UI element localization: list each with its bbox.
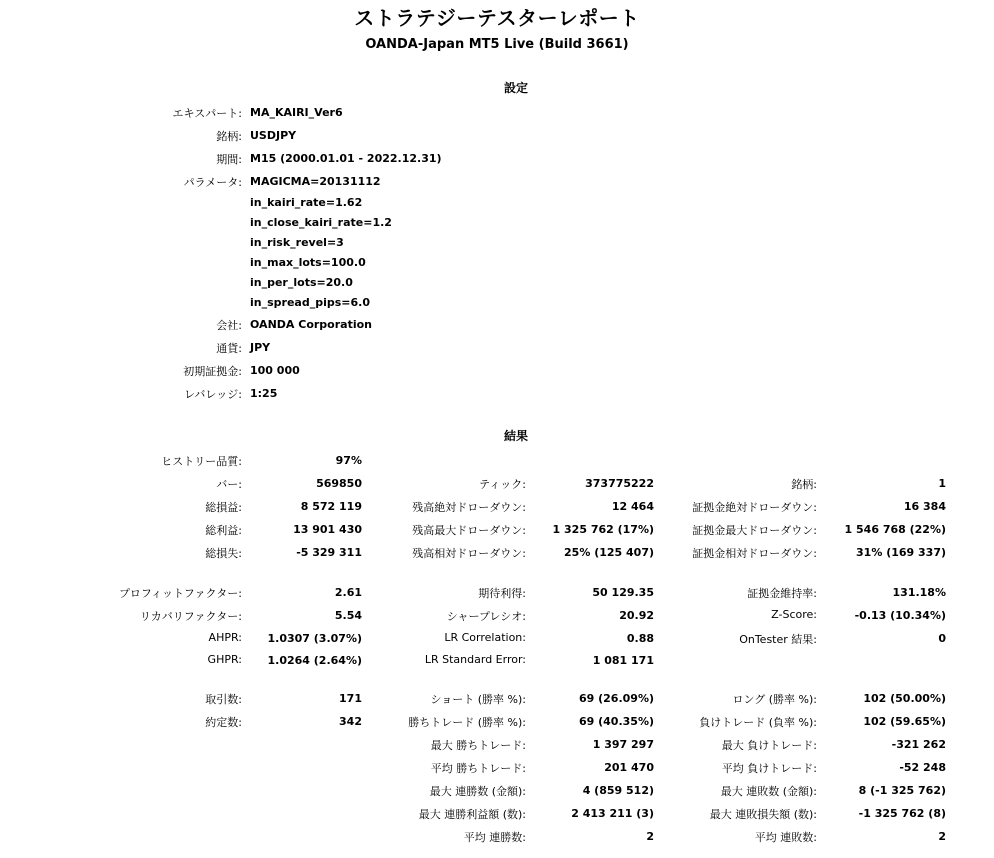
total-deals-value: 342 xyxy=(339,715,362,728)
short-trades-value: 69 (26.09%) xyxy=(578,692,654,705)
balance-max-dd-label: 残高最大ドローダウン: xyxy=(412,524,526,537)
currency-value: JPY xyxy=(250,341,271,354)
lr-correlation-value: 0.88 xyxy=(626,632,654,645)
server-name: OANDA-Japan MT5 Live (Build 3661) xyxy=(365,37,629,52)
lr-std-error-value: 1 081 171 xyxy=(592,654,654,667)
ticks-label: ティック: xyxy=(479,478,526,491)
largest-profit-value: 1 397 297 xyxy=(592,738,654,751)
zscore-value: -0.13 (10.34%) xyxy=(854,609,946,622)
recovery-factor-label: リカバリファクター: xyxy=(139,610,242,623)
company-label: 会社: xyxy=(216,319,242,332)
net-profit-value: 8 572 119 xyxy=(300,500,362,513)
ghpr-value: 1.0264 (2.64%) xyxy=(267,654,362,667)
max-cons-losses-label: 最大 連敗数 (金額): xyxy=(720,785,817,798)
equity-abs-dd-label: 証拠金絶対ドローダウン: xyxy=(692,501,817,514)
max-cons-profit-value: 2 413 211 (3) xyxy=(571,807,654,820)
balance-max-dd-value: 1 325 762 (17%) xyxy=(552,523,654,536)
max-cons-wins-label: 最大 連勝数 (金額): xyxy=(429,785,526,798)
avg-cons-losses-value: 2 xyxy=(938,830,946,843)
margin-level-label: 証拠金維持率: xyxy=(747,587,817,600)
param-item: MAGICMA=20131112 xyxy=(250,175,381,188)
leverage-label: レバレッジ: xyxy=(184,388,242,401)
ontester-label: OnTester 結果: xyxy=(739,633,817,646)
avg-cons-wins-value: 2 xyxy=(646,830,654,843)
max-cons-losses-value: 8 (-1 325 762) xyxy=(858,784,946,797)
profit-trades-value: 69 (40.35%) xyxy=(578,715,654,728)
largest-loss-value: -321 262 xyxy=(891,738,946,751)
avg-loss-value: -52 248 xyxy=(899,761,946,774)
gross-profit-label: 総利益: xyxy=(205,524,242,537)
expected-payoff-label: 期待利得: xyxy=(478,587,526,600)
loss-trades-label: 負けトレード (負率 %): xyxy=(699,716,817,729)
results-heading: 結果 xyxy=(503,429,528,443)
loss-trades-value: 102 (59.65%) xyxy=(863,715,946,728)
lr-std-error-label: LR Standard Error: xyxy=(424,653,526,666)
largest-loss-label: 最大 負けトレード: xyxy=(721,739,817,752)
profit-factor-value: 2.61 xyxy=(334,586,362,599)
profit-trades-label: 勝ちトレード (勝率 %): xyxy=(408,716,526,729)
company-value: OANDA Corporation xyxy=(250,318,372,331)
gross-profit-value: 13 901 430 xyxy=(293,523,362,536)
max-cons-wins-value: 4 (859 512) xyxy=(582,784,654,797)
expert-value: MA_KAIRI_Ver6 xyxy=(250,106,343,119)
ontester-value: 0 xyxy=(938,632,946,645)
gross-loss-label: 総損失: xyxy=(205,547,242,560)
params-label: パラメータ: xyxy=(183,176,242,189)
leverage-value: 1:25 xyxy=(250,387,278,400)
balance-abs-dd-value: 12 464 xyxy=(611,500,654,513)
sharpe-label: シャープレシオ: xyxy=(446,610,526,623)
param-item: in_close_kairi_rate=1.2 xyxy=(250,216,392,229)
equity-rel-dd-label: 証拠金相対ドローダウン: xyxy=(692,547,817,560)
equity-rel-dd-value: 31% (169 337) xyxy=(856,546,946,559)
margin-level-value: 131.18% xyxy=(892,586,946,599)
equity-abs-dd-value: 16 384 xyxy=(903,500,946,513)
report-title: ストラテジーテスターレポート xyxy=(354,6,640,30)
largest-profit-label: 最大 勝ちトレード: xyxy=(430,739,526,752)
net-profit-label: 総損益: xyxy=(205,501,242,514)
zscore-label: Z-Score: xyxy=(771,608,817,621)
symbol-label: 銘柄: xyxy=(216,130,242,143)
long-trades-label: ロング (勝率 %): xyxy=(732,693,817,706)
max-cons-profit-label: 最大 連勝利益額 (数): xyxy=(418,808,526,821)
long-trades-value: 102 (50.00%) xyxy=(863,692,946,705)
symbols-label: 銘柄: xyxy=(791,478,817,491)
param-item: in_max_lots=100.0 xyxy=(250,256,366,269)
period-label: 期間: xyxy=(216,153,242,166)
ticks-value: 373775222 xyxy=(585,477,654,490)
ahpr-value: 1.0307 (3.07%) xyxy=(267,632,362,645)
profit-factor-label: プロフィットファクター: xyxy=(118,587,242,600)
param-item: in_risk_revel=3 xyxy=(250,236,344,249)
currency-label: 通貨: xyxy=(216,342,242,355)
deposit-value: 100 000 xyxy=(250,364,300,377)
balance-rel-dd-label: 残高相対ドローダウン: xyxy=(412,547,526,560)
bars-label: バー: xyxy=(216,478,242,491)
recovery-factor-value: 5.54 xyxy=(334,609,362,622)
gross-loss-value: -5 329 311 xyxy=(296,546,362,559)
param-item: in_kairi_rate=1.62 xyxy=(250,196,363,209)
sharpe-value: 20.92 xyxy=(619,609,654,622)
avg-profit-value: 201 470 xyxy=(604,761,654,774)
avg-cons-losses-label: 平均 連敗数: xyxy=(754,831,817,844)
max-cons-loss-value: -1 325 762 (8) xyxy=(858,807,946,820)
short-trades-label: ショート (勝率 %): xyxy=(430,693,526,706)
symbol-value: USDJPY xyxy=(250,129,297,142)
equity-max-dd-value: 1 546 768 (22%) xyxy=(844,523,946,536)
deposit-label: 初期証拠金: xyxy=(183,365,242,378)
bars-value: 569850 xyxy=(316,477,362,490)
settings-heading: 設定 xyxy=(503,81,528,95)
expected-payoff-value: 50 129.35 xyxy=(592,586,654,599)
total-trades-label: 取引数: xyxy=(205,693,242,706)
total-deals-label: 約定数: xyxy=(205,716,242,729)
avg-loss-label: 平均 負けトレード: xyxy=(721,762,817,775)
ahpr-label: AHPR: xyxy=(208,631,242,644)
equity-max-dd-label: 証拠金最大ドローダウン: xyxy=(692,524,817,537)
total-trades-value: 171 xyxy=(339,692,362,705)
param-item: in_per_lots=20.0 xyxy=(250,276,353,289)
max-cons-loss-label: 最大 連敗損失額 (数): xyxy=(709,808,817,821)
balance-rel-dd-value: 25% (125 407) xyxy=(564,546,654,559)
history-quality-value: 97% xyxy=(335,454,362,467)
expert-label: エキスパート: xyxy=(172,107,242,120)
avg-profit-label: 平均 勝ちトレード: xyxy=(430,762,526,775)
balance-abs-dd-label: 残高絶対ドローダウン: xyxy=(412,501,526,514)
period-value: M15 (2000.01.01 - 2022.12.31) xyxy=(250,152,442,165)
symbols-value: 1 xyxy=(938,477,946,490)
avg-cons-wins-label: 平均 連勝数: xyxy=(463,831,526,844)
history-quality-label: ヒストリー品質: xyxy=(161,455,242,468)
ghpr-label: GHPR: xyxy=(207,653,242,666)
param-item: in_spread_pips=6.0 xyxy=(250,296,370,309)
lr-correlation-label: LR Correlation: xyxy=(444,631,526,644)
